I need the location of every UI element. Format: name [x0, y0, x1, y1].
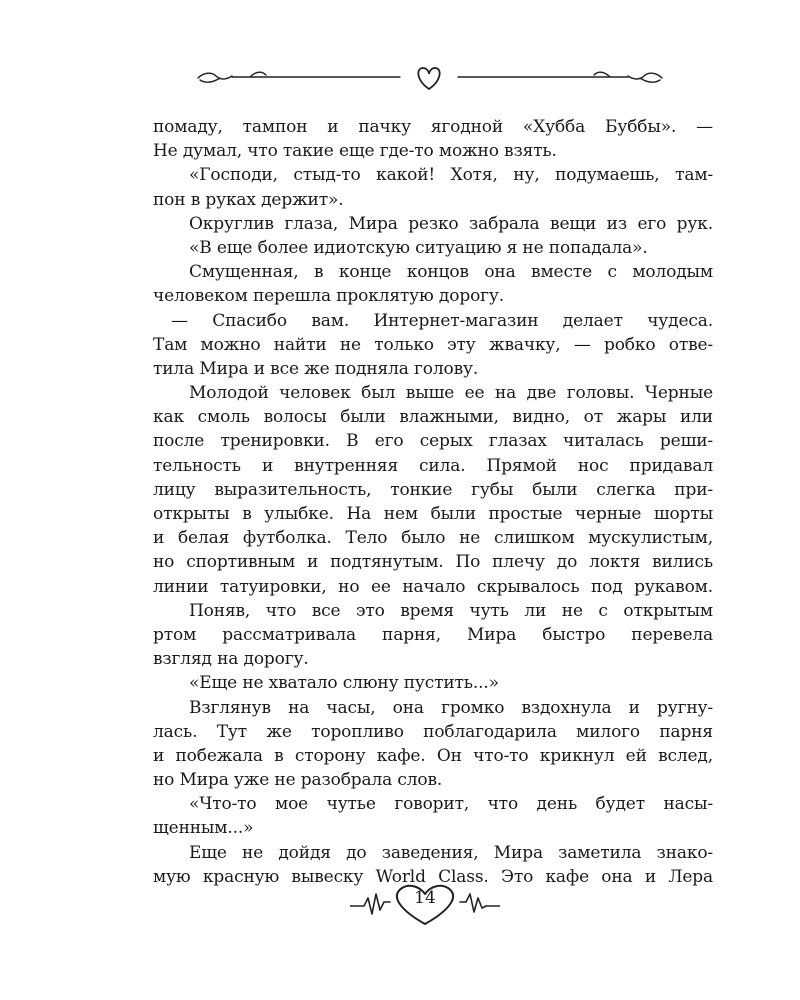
- text-line: лицу выразительность, тонкие губы были слегка при-: [153, 479, 713, 500]
- text-line: — Спасибо вам. Интернет-магазин делает чудеса.: [171, 310, 713, 331]
- text-line: Еще не дойдя до заведения, Мира заметила знако-: [189, 842, 713, 863]
- text-line: линии татуировки, но ее начало скрывалось под рукавом.: [153, 576, 713, 597]
- text-line: щенным...»: [153, 818, 254, 839]
- text-line: Поняв, что все это время чуть ли не с открытым: [189, 600, 713, 621]
- page-number: 14: [414, 888, 436, 908]
- text-line: лась. Тут же торопливо поблагодарила милого парня: [153, 721, 713, 742]
- text-line: тила Мира и все же подняла голову.: [153, 358, 479, 379]
- text-line: Взглянув на часы, она громко вздохнула и ругну-: [189, 697, 713, 718]
- text-line: взгляд на дорогу.: [153, 649, 309, 670]
- text-line: Не думал, что такие еще где-то можно взять.: [153, 141, 557, 162]
- text-line: но спортивным и подтянутым. По плечу до локтя вились: [153, 552, 713, 573]
- text-line: человеком перешла проклятую дорогу.: [153, 286, 505, 307]
- text-line: пон в руках держит».: [153, 189, 344, 210]
- text-line: «В еще более идиотскую ситуацию я не попадала».: [189, 237, 648, 258]
- header-heart-ornament: [190, 60, 670, 94]
- text-line: Смущенная, в конце концов она вместе с молодым: [189, 262, 713, 283]
- text-line: «Господи, стыд-то какой! Хотя, ну, подумаешь, там-: [189, 165, 713, 186]
- text-line: но Мира уже не разобрала слов.: [153, 770, 443, 791]
- text-line: Молодой человек был выше ее на две головы. Черные: [189, 383, 713, 404]
- text-line: и белая футболка. Тело было не слишком мускулистым,: [153, 528, 713, 549]
- text-line: открыты в улыбке. На нем были простые черные шорты: [153, 504, 713, 524]
- text-line: Там можно найти не только эту жвачку, — робко отве-: [153, 334, 713, 355]
- text-line: мую красную вывеску World Class. Это кафе она и Лера: [153, 866, 713, 887]
- text-line: «Что-то мое чутье говорит, что день будет насы-: [189, 794, 713, 815]
- text-line: ртом рассматривала парня, Мира быстро перевела: [153, 624, 713, 645]
- text-line: после тренировки. В его серых глазах читалась реши-: [153, 431, 713, 452]
- text-line: Округлив глаза, Мира резко забрала вещи из его рук.: [189, 213, 713, 234]
- text-line: «Еще не хватало слюну пустить...»: [189, 673, 499, 694]
- text-line: и побежала в сторону кафе. Он что-то крикнул ей вслед,: [153, 745, 713, 766]
- text-line: помаду, тампон и пачку ягодной «Хубба Буббы». —: [153, 117, 713, 137]
- text-line: тельность и внутренняя сила. Прямой нос придавал: [153, 455, 713, 476]
- text-line: как смоль волосы были влажными, видно, от жары или: [153, 407, 713, 428]
- body-text: [153, 115, 713, 889]
